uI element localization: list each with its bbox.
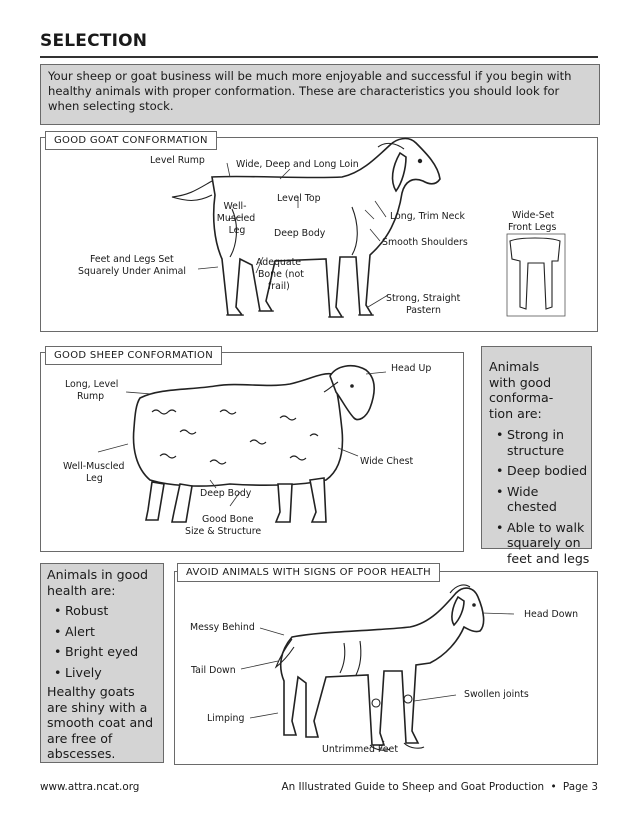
goat-panel-title: GOOD GOAT CONFORMATION bbox=[45, 131, 217, 150]
goat-label-well: Well- bbox=[223, 201, 247, 212]
intro-box: Your sheep or goat business will be much more enjoyable and successful if you begin with healthy animals with proper conformation. These are characteristics you should look for when selecting stock. bbox=[40, 64, 600, 125]
health-lead: Animals in good health are: bbox=[47, 567, 149, 598]
goat-label-muscled: Muscled bbox=[216, 213, 256, 224]
goat-label-feet-2: Squarely Under Animal bbox=[78, 266, 186, 277]
conformation-lead: Animals with good conforma-tion are: bbox=[489, 359, 554, 421]
goat-label-front-legs-1: Wide-Set bbox=[512, 210, 555, 221]
goat-label-level-rump: Level Rump bbox=[150, 155, 205, 166]
poor-label-swollen: Swollen joints bbox=[464, 689, 529, 700]
health-closing: Healthy goats are shiny with a smooth coat and are free of abscesses. bbox=[47, 684, 154, 761]
footer-url: www.attra.ncat.org bbox=[40, 781, 140, 793]
sheep-label-deep-body: Deep Body bbox=[200, 488, 252, 499]
health-list bbox=[47, 603, 163, 680]
poor-label-limping: Limping bbox=[207, 713, 245, 724]
goat-label-front-legs-2: Front Legs bbox=[508, 222, 557, 233]
footer-page: Page 3 bbox=[562, 781, 598, 793]
footer-bullet: • bbox=[550, 781, 557, 793]
sheep-label-bone-1: Good Bone bbox=[202, 514, 254, 525]
goat-label-adequate-1: Adequate bbox=[256, 257, 302, 268]
sheep-label-rump-1: Long, Level bbox=[65, 379, 119, 390]
health-item: • Lively bbox=[47, 665, 163, 681]
poor-label-tail-down: Tail Down bbox=[191, 665, 236, 676]
goat-label-deep-body: Deep Body bbox=[274, 228, 326, 239]
footer-publication: An Illustrated Guide to Sheep and Goat Production bbox=[281, 781, 545, 793]
sheep-label-leg-1: Well-Muscled bbox=[63, 461, 125, 472]
goat-label-leg: Leg bbox=[228, 225, 246, 236]
conformation-item: • Able to walk squarely on feet and legs bbox=[489, 520, 591, 567]
sick-goat-illustration bbox=[174, 571, 598, 765]
poor-label-feet: Untrimmed Feet bbox=[322, 744, 398, 755]
goat-label-adequate-2: Bone (not bbox=[258, 269, 304, 280]
goat-label-feet-1: Feet and Legs Set bbox=[90, 254, 174, 265]
goat-label-pastern-1: Strong, Straight bbox=[386, 293, 461, 304]
conformation-sidebar bbox=[481, 346, 592, 566]
poor-label-messy: Messy Behind bbox=[190, 622, 255, 633]
poor-health-title: AVOID ANIMALS WITH SIGNS OF POOR HEALTH bbox=[177, 563, 440, 582]
conformation-item: • Deep bodied bbox=[489, 463, 591, 479]
health-sidebar bbox=[40, 563, 164, 763]
sheep-panel-title: GOOD SHEEP CONFORMATION bbox=[45, 346, 222, 365]
conformation-item: • Wide chested bbox=[489, 484, 591, 515]
goat-label-loin: Wide, Deep and Long Loin bbox=[236, 159, 359, 170]
sheep-label-rump-2: Rump bbox=[77, 391, 105, 402]
poor-label-head-down: Head Down bbox=[524, 609, 579, 620]
goat-label-pastern-2: Pastern bbox=[406, 305, 441, 316]
health-item: • Robust bbox=[47, 603, 163, 619]
page-heading: SELECTION bbox=[40, 31, 148, 51]
goat-label-level-top: Level Top bbox=[277, 193, 321, 204]
sheep-label-leg-2: Leg bbox=[86, 473, 103, 484]
sheep-label-bone-2: Size & Structure bbox=[185, 526, 262, 537]
heading-rule bbox=[40, 56, 598, 58]
footer-publication-line bbox=[282, 781, 598, 793]
health-item: • Alert bbox=[47, 624, 163, 640]
health-item: • Bright eyed bbox=[47, 644, 163, 660]
sheep-label-wide-chest: Wide Chest bbox=[360, 456, 414, 467]
conformation-list bbox=[489, 427, 591, 566]
conformation-item: • Strong in structure bbox=[489, 427, 591, 458]
goat-label-trim-neck: Long, Trim Neck bbox=[390, 211, 465, 222]
goat-label-adequate-3: frail) bbox=[268, 281, 290, 292]
sheep-label-head-up: Head Up bbox=[391, 363, 432, 374]
goat-label-smooth-shoulders: Smooth Shoulders bbox=[382, 237, 468, 248]
